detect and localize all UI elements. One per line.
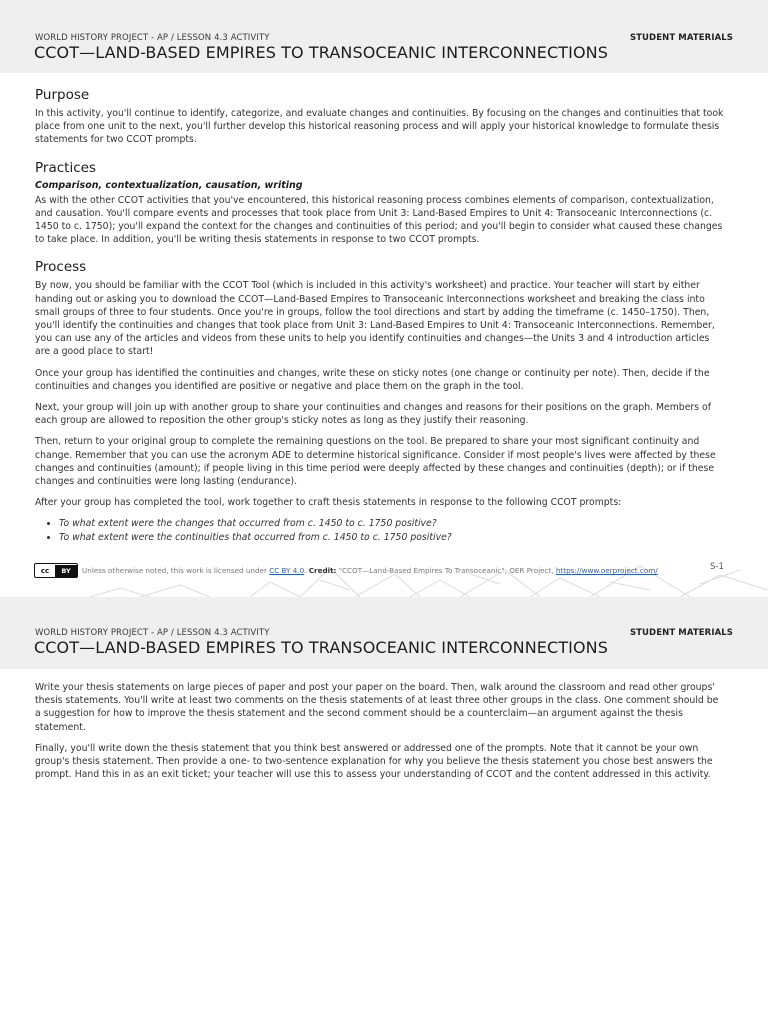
purpose-heading: Purpose — [35, 87, 90, 103]
process-heading: Process — [35, 259, 87, 276]
page-2-content — [35, 681, 725, 789]
license-link[interactable]: CC BY 4.0 — [269, 566, 305, 575]
student-materials-label: STUDENT MATERIALS — [629, 33, 733, 43]
prompt-list — [35, 517, 725, 543]
page-number: S-1 — [710, 562, 724, 572]
course-kicker: WORLD HISTORY PROJECT - AP / LESSON 4.3 ACTIVITY — [35, 628, 270, 638]
page-1-content — [35, 87, 725, 544]
practices-heading: Practices — [35, 159, 96, 176]
page-title: CCOT—LAND-BASED EMPIRES TO TRANSOCEANIC INTERCONNECTIONS — [34, 43, 608, 62]
process-paragraph-3: Next, your group will join up with another group to share your continuities and changes and reasons for their positions on the graph. Members of each group are allowed to reposition the other group's sticky notes as long as they justify their reasoning. — [35, 402, 712, 427]
practices-subheading: Comparison, contextualization, causation, writing — [35, 179, 303, 191]
purpose-text: In this activity, you'll continue to identify, categorize, and evaluate changes and continuities. By focusing on the changes and continuities that took place from one unit to the next, you'll further develop this historical reasoning process and will apply your historical knowledge to formulate thesis statements for two CCOT prompts. — [35, 108, 724, 146]
credit-label: Credit: — [308, 566, 337, 575]
prompt-item: • To what extent were the continuities that occurred from c. 1450 to c. 1750 positive? — [59, 531, 725, 544]
page-header — [0, 0, 768, 73]
course-kicker: WORLD HISTORY PROJECT - AP / LESSON 4.3 ACTIVITY — [35, 33, 270, 43]
prompt-item: • To what extent were the changes that occurred from c. 1450 to c. 1750 positive? — [59, 517, 725, 530]
page-2-header — [0, 597, 768, 669]
process-paragraph-2: Once your group has identified the continuities and changes, write these on sticky notes (one change or continuity per note). Then, decide if the continuities and changes you identified are positive or negative and place them on the graph in the tool. — [35, 367, 710, 392]
process-paragraph-4: Then, return to your original group to complete the remaining questions on the tool. Be prepared to share your most significant continuity and change. Remember that you can use the acronym ADE to determine historical significance. Consider if most people's lives were affected by these changes and continuities (amount); if people living in this time period were deeply affected by these changes and continuities (depth); or if these changes and continuities were long lasting (endurance). — [35, 436, 716, 488]
page-2-paragraph-1: Write your thesis statements on large pieces of paper and post your paper on the board. Then, walk around the classroom and read other groups' thesis statements. You'll write at least two comments on the thesis statements of at least three other groups in the class. One comment should be a suggestion for how to improve the thesis statement and the second comment should be a counterclaim—an argument against the thesis statement. — [35, 682, 719, 733]
student-materials-label: STUDENT MATERIALS — [629, 628, 733, 638]
page-2-paragraph-2: Finally, you'll write down the thesis statement that you think best answered or addressed one of the prompts. Note that it cannot be your own group's thesis statement. Then provide a one- to two-sentence explanation for why you believe the thesis statement you chose best answers the prompt. Hand this in as an exit ticket; your teacher will use this to assess your understanding of CCOT and the content addressed in this activity. — [35, 742, 713, 781]
practices-text: As with the other CCOT activities that you've encountered, this historical reasoning process combines elements of comparison, contextualization, and causation. You'll compare events and processes that took place from Unit 3: Land-Based Empires to Unit 4: Transoceanic Interconnections (c. 1450 to c. 1750); you'll expand the context for the changes and continuities of this period; and you'll begin to consider what caused these changes to take place. In addition, you'll be writing thesis statements in response to two CCOT prompts. — [35, 194, 723, 246]
license-text: Unless otherwise noted, this work is licensed under CC BY 4.0. Credit: "CCOT—Land-Based Empires To Transoceanic", OER Project, https://www.oerproject.com/ — [82, 566, 658, 575]
license-prefix: Unless otherwise noted, this work is licensed under — [82, 566, 267, 575]
cc-license-badge[interactable] — [34, 563, 78, 578]
by-icon: BY — [55, 565, 77, 577]
page-title: CCOT—LAND-BASED EMPIRES TO TRANSOCEANIC INTERCONNECTIONS — [34, 638, 608, 657]
process-paragraph-5: After your group has completed the tool, work together to craft thesis statements in response to the following CCOT prompts: — [35, 497, 622, 509]
oer-project-link[interactable]: https://www.oerproject.com/ — [555, 566, 658, 575]
cc-icon: cc — [40, 566, 50, 575]
process-paragraph-1: By now, you should be familiar with the CCOT Tool (which is included in this activity's worksheet) and practice. Your teacher will start by either handing out or asking you to download the CCOT—Land-Based Empires to Transoceanic Interconnections worksheet and breaking the class into small groups of three to four students. Once you're in groups, follow the tool directions and start by adding the timeframe (c. 1450–1750). Then, you'll identify the continuities and changes that took place from Unit 3: Land-Based Empires to Unit 4: Transoceanic Interconnections. Remember, you can use any of the articles and videos from these units to help you identify continuities and changes—the Units 3 and 4 introduction articles are a good place to start! — [35, 280, 715, 358]
credit-text: "CCOT—Land-Based Empires To Transoceanic", OER Project, — [338, 566, 554, 575]
